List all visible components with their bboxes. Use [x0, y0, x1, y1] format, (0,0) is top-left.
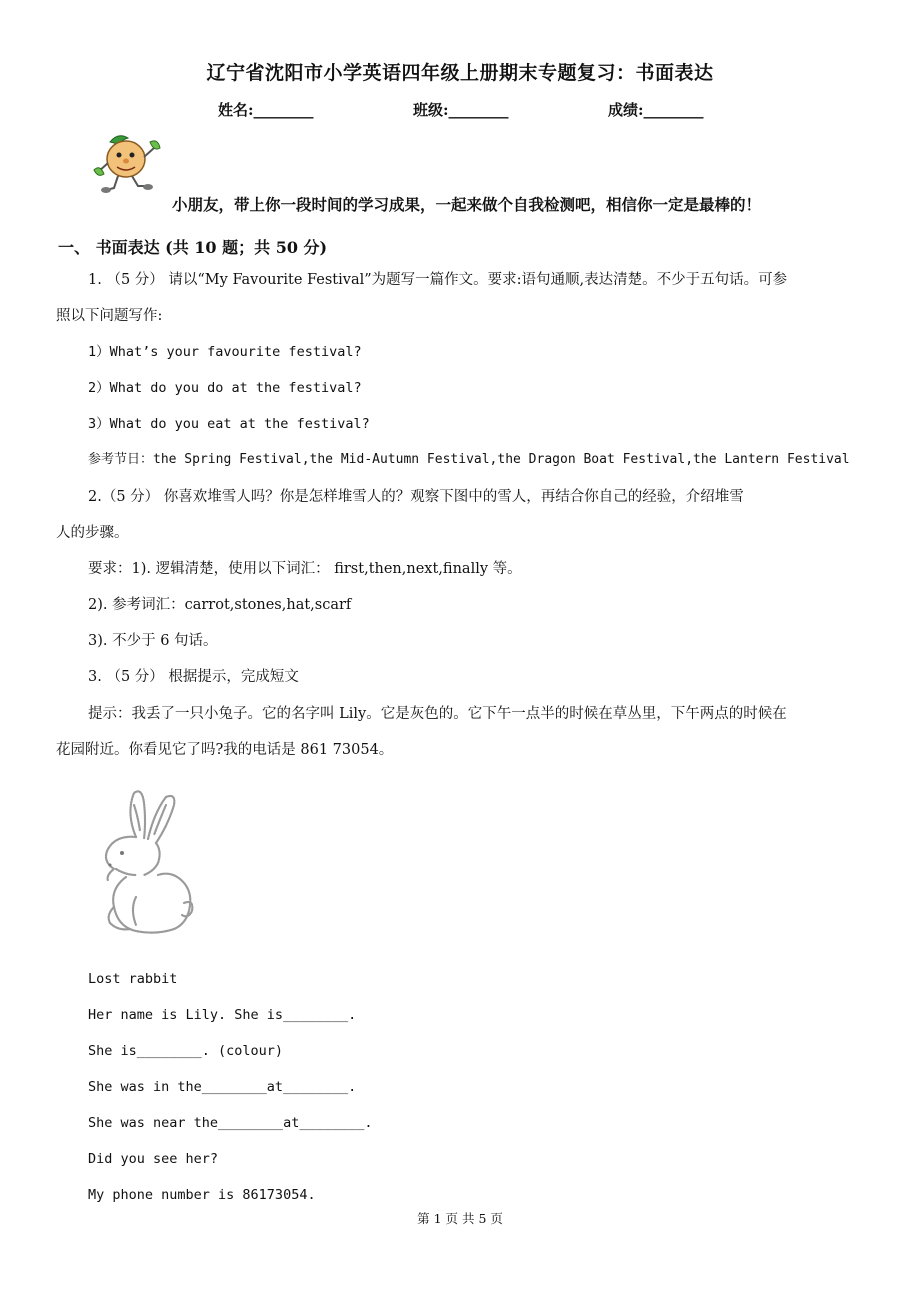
q2-requirement-2: 2). 参考词汇：carrot,stones,hat,scarf [88, 597, 352, 613]
q1-prompt-3: 3）What do you eat at the festival? [88, 416, 370, 432]
q3-line1: 3. （5 分） 根据提示，完成短文 [88, 669, 299, 685]
q2-line1: 2.（5 分） 你喜欢堆雪人吗？你是怎样堆雪人的？观察下图中的雪人，再结合你自己的经验，介绍堆雪 [88, 489, 744, 505]
q3-hint-1: 提示：我丢了一只小兔子。它的名字叫 Lily。它是灰色的。它下午一点半的时候在草丛里，下午两点的时候在 [88, 706, 787, 722]
q1-prompt-1: 1）What’s your favourite festival? [88, 344, 362, 360]
page-title: 辽宁省沈阳市小学英语四年级上册期末专题复习：书面表达 [206, 62, 714, 84]
q3-sentence-2: She is________. (colour) [88, 1043, 284, 1059]
q1-reference: 参考节日：the Spring Festival,the Mid-Autumn Festival,the Dragon Boat Festival,the Lantern Festival [88, 452, 850, 467]
q2-line2: 人的步骤。 [56, 525, 129, 541]
name-field: 姓名:________ [218, 101, 314, 119]
page-footer: 第 1 页 共 5 页 [417, 1211, 503, 1226]
q1-prompt-2: 2）What do you do at the festival? [88, 380, 362, 396]
q1-line2: 照以下问题写作: [56, 308, 163, 324]
q3-hint-2: 花园附近。你看见它了吗?我的电话是 861 73054。 [56, 742, 394, 758]
q3-sentence-6: My phone number is 86173054. [88, 1187, 316, 1203]
rabbit-illustration [96, 785, 196, 945]
mascot-illustration [92, 130, 168, 196]
section-heading: 一、 书面表达 (共 10 题；共 50 分) [58, 238, 328, 257]
q2-requirement-1: 要求：1). 逻辑清楚，使用以下词汇： first,then,next,finally 等。 [88, 561, 522, 577]
q3-sentence-3: She was in the________at________. [88, 1079, 357, 1095]
q2-requirement-3: 3). 不少于 6 句话。 [88, 633, 218, 649]
q3-sentence-title: Lost rabbit [88, 971, 178, 987]
class-field: 班级:________ [413, 101, 509, 119]
encouragement-text: 小朋友，带上你一段时间的学习成果，一起来做个自我检测吧，相信你一定是最棒的！ [172, 195, 762, 214]
q3-sentence-1: Her name is Lily. She is________. [88, 1007, 357, 1023]
q3-sentence-5: Did you see her? [88, 1151, 219, 1167]
q3-sentence-4: She was near the________at________. [88, 1115, 373, 1131]
q1-line1: 1. （5 分） 请以“My Favourite Festival”为题写一篇作文。要求:语句通顺,表达清楚。不少于五句话。可参 [88, 272, 788, 288]
score-field: 成绩:________ [608, 101, 704, 119]
